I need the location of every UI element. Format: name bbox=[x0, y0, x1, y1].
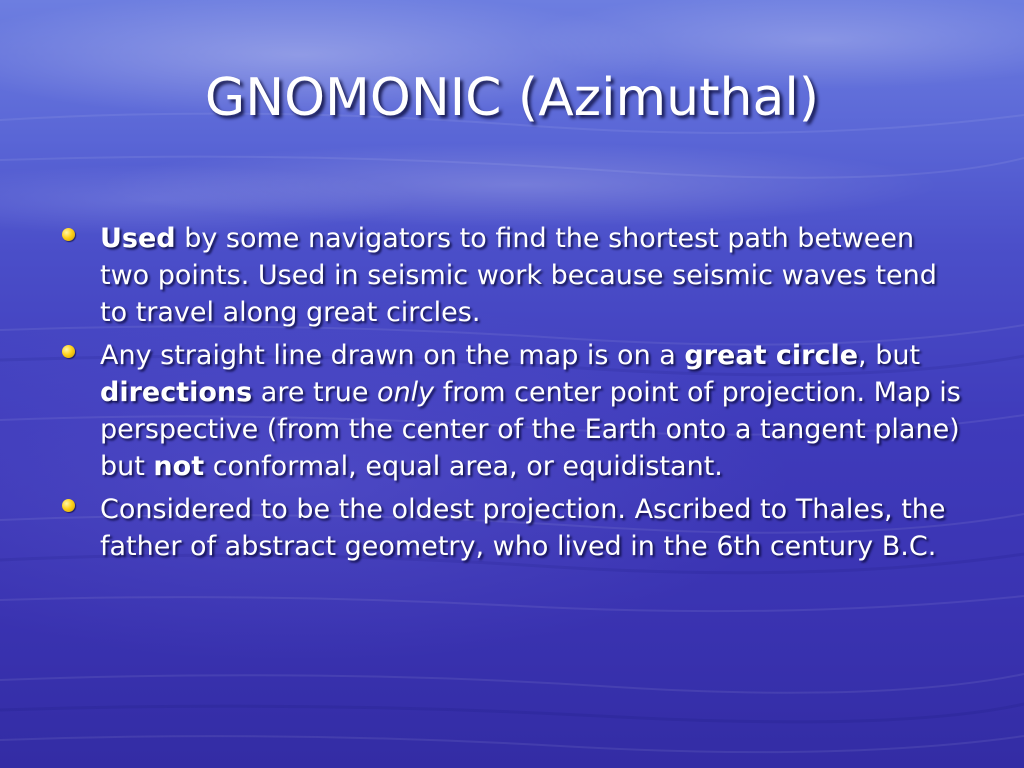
bullet-text: by some navigators to find the shortest path between two points. Used in seismic work because seismic waves tend to travel along great circles. bbox=[100, 223, 937, 328]
bold-text: great circle bbox=[684, 340, 859, 371]
bullet-text: are true bbox=[252, 377, 378, 408]
yellow-dot-bullet-icon bbox=[62, 345, 75, 358]
bullet-text: conformal, equal area, or equidistant. bbox=[204, 451, 723, 482]
slide-title: GNOMONIC (Azimuthal) bbox=[204, 68, 820, 128]
bullet-item bbox=[60, 220, 965, 331]
bullet-text: from center point of projection. Map is perspective (from the center of the Earth onto a tangent plane) but bbox=[100, 377, 961, 482]
bold-text: Used bbox=[100, 223, 176, 254]
bullet-item bbox=[60, 491, 965, 565]
bullet-text: Any straight line drawn on the map is on a bbox=[100, 340, 685, 371]
bullet-text: Considered to be the oldest projection. Ascribed to Thales, the father of abstract geometry, who lived in the 6th century B.C. bbox=[100, 494, 946, 562]
bullet-item bbox=[60, 337, 965, 485]
bullet-text: , but bbox=[858, 340, 921, 371]
italic-text: only bbox=[377, 377, 435, 408]
yellow-dot-bullet-icon bbox=[62, 228, 75, 241]
yellow-dot-bullet-icon bbox=[62, 499, 75, 512]
bullet-list bbox=[60, 220, 965, 571]
bold-text: directions bbox=[100, 377, 253, 408]
bold-text: not bbox=[153, 451, 205, 482]
